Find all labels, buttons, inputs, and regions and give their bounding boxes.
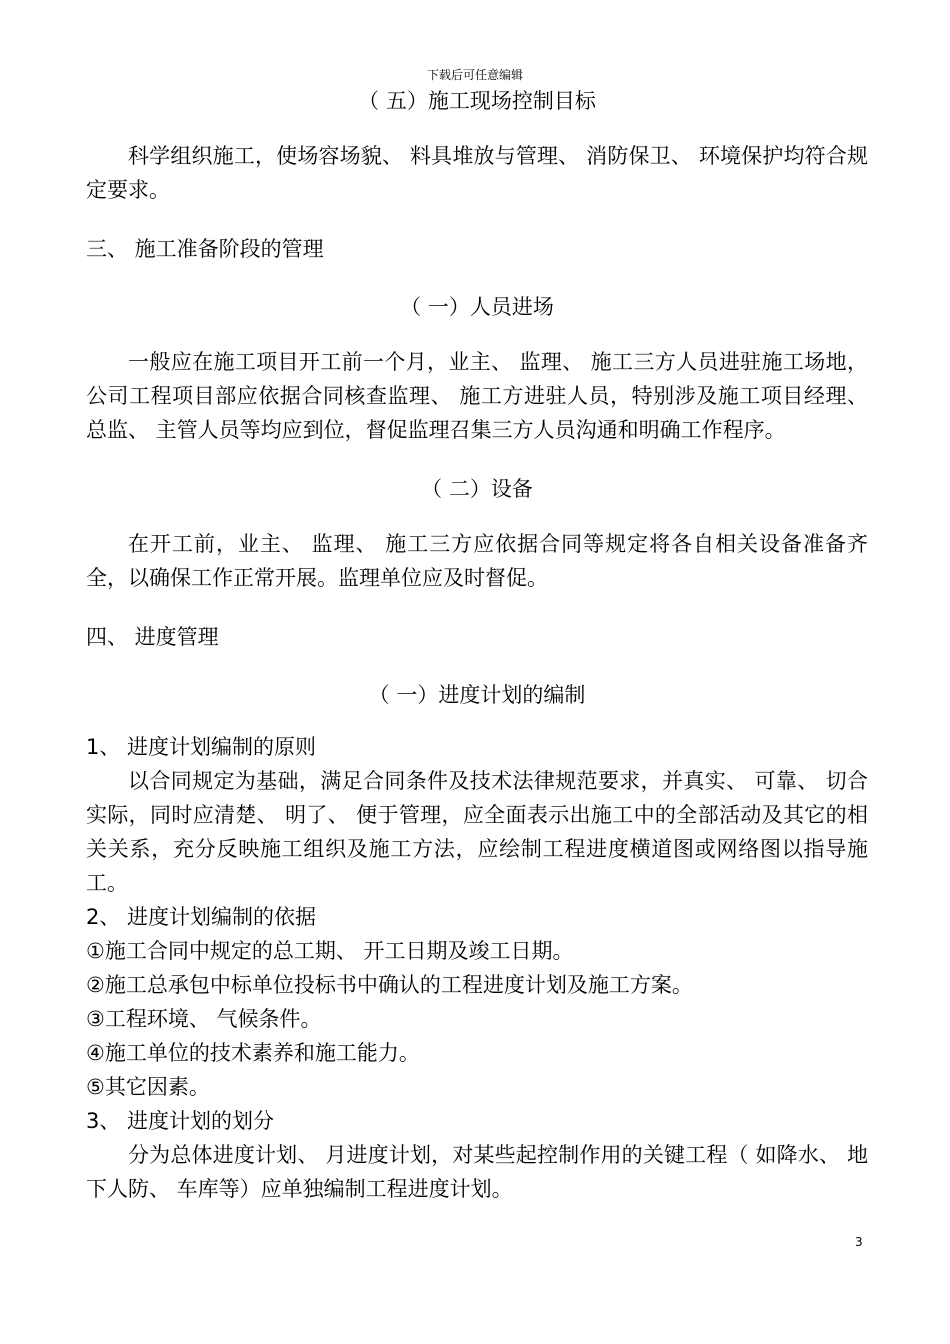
paragraph-equipment: 在开工前，业主、 监理、 施工三方应依据合同等规定将各自相关设备准备齐全，以确保工作正常开展。监理单位应及时督促。: [86, 532, 868, 590]
list-item-principle-title: 1、 进度计划编制的原则: [86, 735, 317, 759]
list-item-division-title: 3、 进度计划的划分: [86, 1109, 275, 1133]
paragraph-site-control: 科学组织施工，使场容场貌、 料具堆放与管理、 消防保卫、 环境保护均符合规定要求。: [86, 144, 868, 202]
heading-schedule-compilation: （ 一）进度计划的编制: [368, 683, 586, 707]
page-header-note: 下载后可任意编辑: [426, 68, 523, 82]
document-body: [86, 84, 868, 1206]
heading-preparation-stage: 三、 施工准备阶段的管理: [86, 237, 324, 261]
heading-site-control-goal: （ 五）施工现场控制目标: [358, 89, 596, 113]
heading-progress-management: 四、 进度管理: [86, 625, 219, 649]
list-item-basis: ②施工总承包中标单位投标书中确认的工程进度计划及施工方案。: [86, 973, 693, 997]
list-item-basis-title: 2、 进度计划编制的依据: [86, 905, 317, 929]
list-item-basis: ⑤其它因素。: [86, 1075, 210, 1099]
list-item-basis: ①施工合同中规定的总工期、 开工日期及竣工日期。: [86, 939, 574, 963]
list-item-basis: ④施工单位的技术素养和施工能力。: [86, 1041, 420, 1065]
paragraph-staff-entry: 一般应在施工项目开工前一个月，业主、 监理、 施工三方人员进驻施工场地，公司工程项目部应依据合同核查监理、 施工方进驻人员，特别涉及施工项目经理、 总监、 主管人员等均应到位，督促监理召集三方人员沟通和明确工作程序。: [86, 350, 868, 442]
heading-equipment: （ 二）设备: [421, 477, 533, 501]
list-item-basis: ③工程环境、 气候条件。: [86, 1007, 322, 1031]
paragraph-principle: 以合同规定为基础，满足合同条件及技术法律规范要求，并真实、 可靠、 切合实际，同时应清楚、 明了、 便于管理，应全面表示出施工中的全部活动及其它的相关关系，充分反映施工组织及施工方法，应绘制工程进度横道图或网络图以指导施工。: [86, 769, 868, 895]
heading-staff-entry: （ 一）人员进场: [400, 295, 554, 319]
paragraph-division: 分为总体进度计划、 月进度计划，对某些起控制作用的关键工程（ 如降水、 地下人防、 车库等）应单独编制工程进度计划。: [86, 1143, 868, 1201]
page-number: 3: [855, 1235, 863, 1249]
